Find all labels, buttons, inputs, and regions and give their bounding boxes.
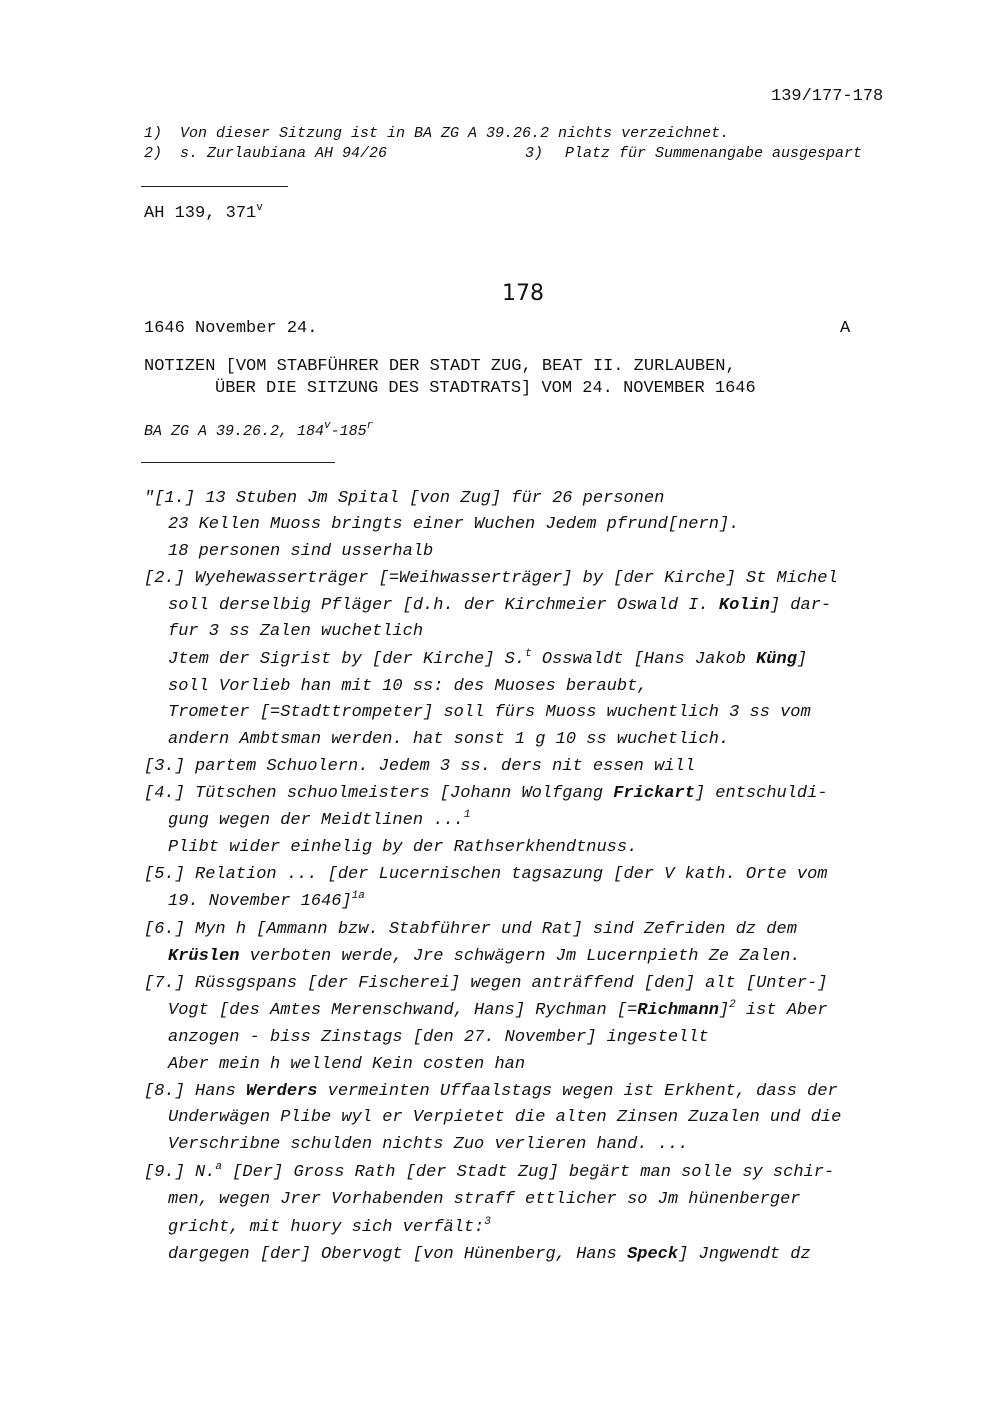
previous-source-text: AH 139, 371 [144,204,257,223]
source-part-a: BA ZG A 39.26.2, 184 [144,423,325,440]
footnote-2-number: 2) [144,145,163,162]
source-sup-2: r [366,420,374,432]
body-text: [4.] Tütschen schuolmeisters [Johann Wolfgang [144,784,614,803]
person-name: Speck [627,1245,679,1264]
body-text: ] [796,650,808,669]
body-line: 23 Kellen Muoss bringts einer Wuchen Jedem pfrund[nern]. [168,515,740,534]
body-text: [8.] Hans [144,1082,247,1101]
previous-source [144,204,263,223]
person-name: Werders [246,1082,318,1101]
body-text: 19. November 1646] [168,892,352,911]
document-title-line-1: NOTIZEN [VOM STABFÜHRER DER STADT ZUG, BEAT II. ZURLAUBEN, [144,357,736,376]
footnote-1-text: Von dieser Sitzung ist in BA ZG A 39.26.2 nichts verzeichnet. [180,125,730,142]
body-text: ] Jngwendt dz [678,1245,811,1264]
body-line: 18 personen sind usserhalb [168,542,434,561]
document-number: 178 [502,281,544,306]
textual-note-ref: a [215,1161,223,1173]
body-text: Jtem der Sigrist by [der Kirche] S. [168,650,526,669]
body-line: [3.] partem Schuolern. Jedem 3 ss. ders nit essen will [144,757,695,776]
person-name: Richmann [637,1001,719,1020]
body-line [168,650,807,669]
body-line: [6.] Myn h [Ammann bzw. Stabführer und Rat] sind Zefriden dz dem [144,920,797,939]
body-text: gung wegen der Meidtlinen ... [168,811,464,830]
person-name: Frickart [613,784,695,803]
body-line: [5.] Relation ... [der Lucernischen tagsazung [der V kath. Orte vom [144,865,828,884]
body-line [168,1218,491,1237]
body-line [144,784,828,803]
divider [141,462,335,463]
body-line [168,596,831,615]
source-sup-1: v [324,420,331,432]
document-title-line-2: ÜBER DIE SITZUNG DES STADTRATS] VOM 24. NOVEMBER 1646 [215,379,756,398]
document-date: 1646 November 24. [144,319,318,338]
body-line: fur 3 ss Zalen wuchetlich [168,622,424,641]
person-name: Kolin [718,596,770,615]
superscript: t [525,648,532,660]
person-name: Küng [756,650,797,669]
body-text: verboten werde, Jre schwägern Jm Lucernpieth Ze Zalen. [239,947,801,966]
body-line: "[1.] 13 Stuben Jm Spital [von Zug] für 26 personen [144,489,665,508]
body-text: vermeinten Uffaalstags wegen ist Erkhent, dass der [317,1082,838,1101]
body-line [144,1082,838,1101]
body-text: soll derselbig Pfläger [d.h. der Kirchmeier Oswald I. [168,596,719,615]
body-line: men, wegen Jrer Vorhabenden straff ettlicher so Jm hünenberger [168,1190,801,1209]
footnote-ref: 1a [351,890,365,902]
body-line: Plibt wider einhelig by der Rathserkhendtnuss. [168,838,638,857]
footnote-2-text: s. Zurlaubiana AH 94/26 [180,145,388,162]
body-line: [2.] Wyehewasserträger [=Weihwasserträger] by [der Kirche] St Michel [144,569,838,588]
footnote-1-number: 1) [144,125,163,142]
body-line [168,947,801,966]
document-type-mark: A [840,319,851,338]
page-reference: 139/177-178 [771,87,884,106]
body-line: soll Vorlieb han mit 10 ss: des Muoses beraubt, [168,677,648,696]
body-text: gricht, mit huory sich verfält: [168,1218,485,1237]
footnote-ref: 2 [729,999,736,1011]
body-text: Osswaldt [Hans Jakob [531,650,757,669]
body-line: Trometer [=Stadttrompeter] soll fürs Muoss wuchentlich 3 ss vom [168,703,811,722]
footnote-ref: 1 [463,809,471,821]
footnote-ref: 3 [484,1216,491,1228]
body-line [144,1163,834,1182]
body-text: ] dar- [769,596,832,615]
body-line: Verschribne schulden nichts Zuo verlieren hand. ... [168,1135,689,1154]
body-line [168,1245,811,1264]
body-text: ist Aber [735,1001,828,1020]
body-line: andern Ambtsman werden. hat sonst 1 g 10 ss wuchetlich. [168,730,730,749]
body-line [168,811,470,830]
footnote-3-number: 3) [525,145,544,162]
divider [141,186,288,187]
previous-source-sup: v [256,202,263,214]
footnote-3-text: Platz für Summenangabe ausgespart [565,145,863,162]
body-line [168,892,365,911]
body-line: [7.] Rüssgspans [der Fischerei] wegen anträffend [den] alt [Unter-] [144,974,828,993]
body-line: Aber mein h wellend Kein costen han [168,1055,526,1074]
body-text: dargegen [der] Obervogt [von Hünenberg, Hans [168,1245,628,1264]
body-text: [9.] N. [144,1163,216,1182]
person-name: Krüslen [168,947,240,966]
body-line: Underwägen Plibe wyl er Verpietet die alten Zinsen Zuzalen und die [168,1108,842,1127]
body-text: ] [718,1001,730,1020]
body-line: anzogen - biss Zinstags [den 27. November] ingestellt [168,1028,709,1047]
body-text: Vogt [des Amtes Merenschwand, Hans] Rychman [= [168,1001,638,1020]
document-source [144,420,374,440]
source-part-b: -185 [330,423,367,440]
body-line [168,1001,828,1020]
body-text: ] entschuldi- [694,784,828,803]
body-text: [Der] Gross Rath [der Stadt Zug] begärt man solle sy schir- [222,1163,835,1182]
